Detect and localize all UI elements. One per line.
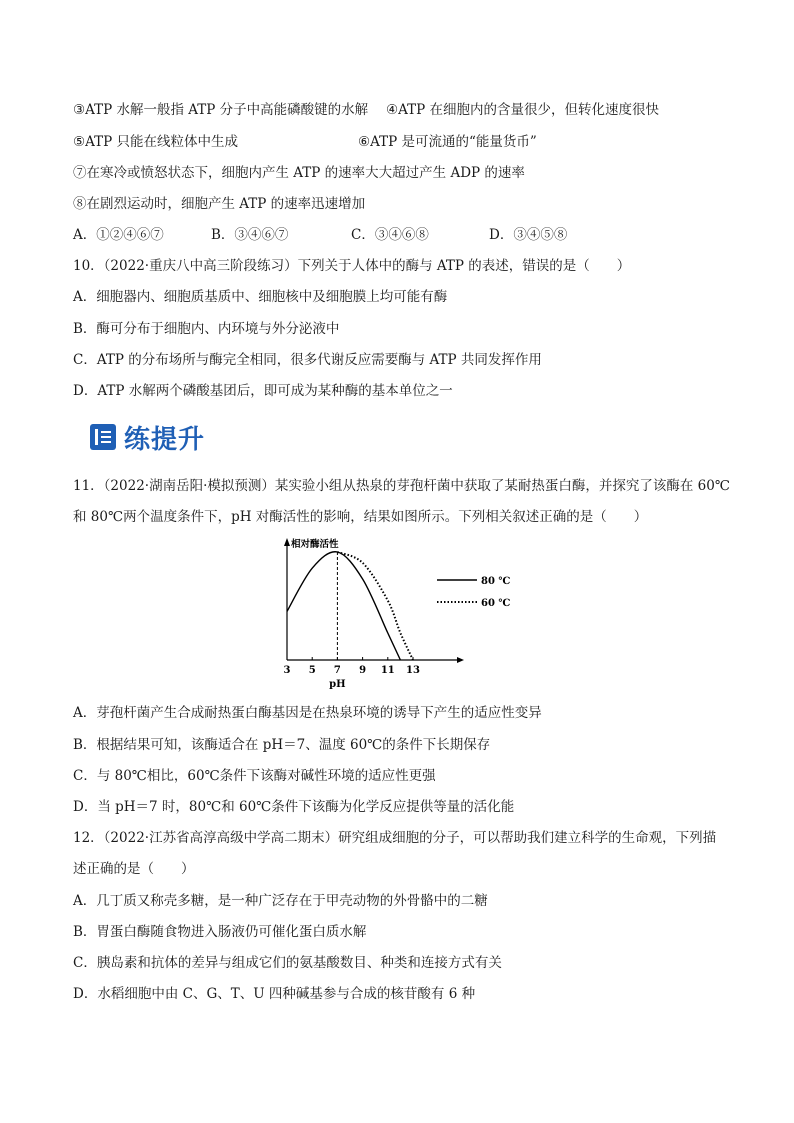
x-tick-label: 13 — [406, 665, 420, 676]
book-icon — [90, 424, 116, 450]
statement-5: ⑤ATP 只能在线粒体中生成 — [73, 134, 238, 150]
q11-stem-line2: 和 80℃两个温度条件下，pH 对酶活性的影响，结果如图所示。下列相关叙述正确的是（ ） — [73, 509, 648, 525]
statement-4: ④ATP 在细胞内的含量很少，但转化速度很快 — [386, 102, 659, 118]
option-a[interactable]: A．①②④⑥⑦ — [73, 227, 164, 243]
y-axis-label: 相对酶活性 — [291, 539, 339, 550]
section-header — [90, 420, 205, 454]
enzyme-activity-chart — [272, 530, 522, 695]
legend-label-1: 60 ℃ — [481, 598, 511, 609]
q12-option-c[interactable]: C．胰岛素和抗体的差异与组成它们的氨基酸数目、种类和连接方式有关 — [73, 955, 502, 971]
section-title: 练提升 — [124, 424, 206, 455]
q10-option-d[interactable]: D．ATP 水解两个磷酸基团后，即可成为某种酶的基本单位之一 — [73, 383, 453, 399]
statement-7: ⑦在寒冷或愤怒状态下，细胞内产生 ATP 的速率大大超过产生 ADP 的速率 — [73, 165, 525, 181]
q10-option-c[interactable]: C．ATP 的分布场所与酶完全相同，很多代谢反应需要酶与 ATP 共同发挥作用 — [73, 352, 542, 368]
option-c[interactable]: C．③④⑥⑧ — [351, 227, 429, 243]
q12-option-b[interactable]: B．胃蛋白酶随食物进入肠液仍可催化蛋白质水解 — [73, 924, 367, 940]
q11-option-d[interactable]: D．当 pH＝7 时，80℃和 60℃条件下该酶为化学反应提供等量的活化能 — [73, 799, 515, 815]
statement-6: ⑥ATP 是可流通的“能量货币” — [358, 134, 537, 150]
q10-option-a[interactable]: A．细胞器内、细胞质基质中、细胞核中及细胞膜上均可能有酶 — [73, 289, 448, 305]
x-tick-label: 7 — [333, 665, 341, 676]
x-tick-label: 3 — [283, 665, 291, 676]
statement-8: ⑧在剧烈运动时，细胞产生 ATP 的速率迅速增加 — [73, 196, 366, 212]
q12-option-a[interactable]: A．几丁质又称壳多糖，是一种广泛存在于甲壳动物的外骨骼中的二糖 — [73, 893, 488, 909]
option-d[interactable]: D．③④⑤⑧ — [489, 227, 568, 243]
x-axis-arrow — [457, 657, 464, 663]
q12-option-d[interactable]: D．水稻细胞中由 C、G、T、U 四种碱基参与合成的核苷酸有 6 种 — [73, 986, 476, 1002]
q11-stem-line1: 11．（2022·湖南岳阳·模拟预测）某实验小组从热泉的芽孢杆菌中获取了某耐热蛋白酶，并探究了该酶在 60℃ — [73, 478, 730, 494]
q10-option-b[interactable]: B．酶可分布于细胞内、内环境与外分泌液中 — [73, 321, 340, 337]
x-axis-label: pH — [329, 679, 346, 690]
series-line-0 — [287, 552, 400, 660]
q11-option-a[interactable]: A．芽孢杆菌产生合成耐热蛋白酶基因是在热泉环境的诱导下产生的适应性变异 — [73, 705, 542, 721]
x-tick-label: 5 — [308, 665, 316, 676]
q12-stem-line2: 述正确的是（ ） — [73, 861, 195, 877]
y-axis-arrow — [284, 538, 290, 546]
q10-stem: 10．（2022·重庆八中高三阶段练习）下列关于人体中的酶与 ATP 的表述，错误的是（ ） — [73, 258, 631, 274]
legend-label-0: 80 ℃ — [481, 576, 511, 587]
q12-stem-line1: 12．（2022·江苏省高淳高级中学高二期末）研究组成细胞的分子，可以帮助我们建立科学的生命观，下列描 — [73, 830, 717, 846]
option-b[interactable]: B．③④⑥⑦ — [211, 227, 289, 243]
q9-options — [73, 226, 567, 244]
x-tick-label: 9 — [359, 665, 367, 676]
x-tick-label: 11 — [380, 665, 395, 676]
statement-3: ③ATP 水解一般指 ATP 分子中高能磷酸键的水解 — [73, 102, 369, 118]
q11-option-c[interactable]: C．与 80℃相比，60℃条件下该酶对碱性环境的适应性更强 — [73, 768, 436, 784]
q11-option-b[interactable]: B．根据结果可知，该酶适合在 pH＝7、温度 60℃的条件下长期保存 — [73, 737, 491, 753]
